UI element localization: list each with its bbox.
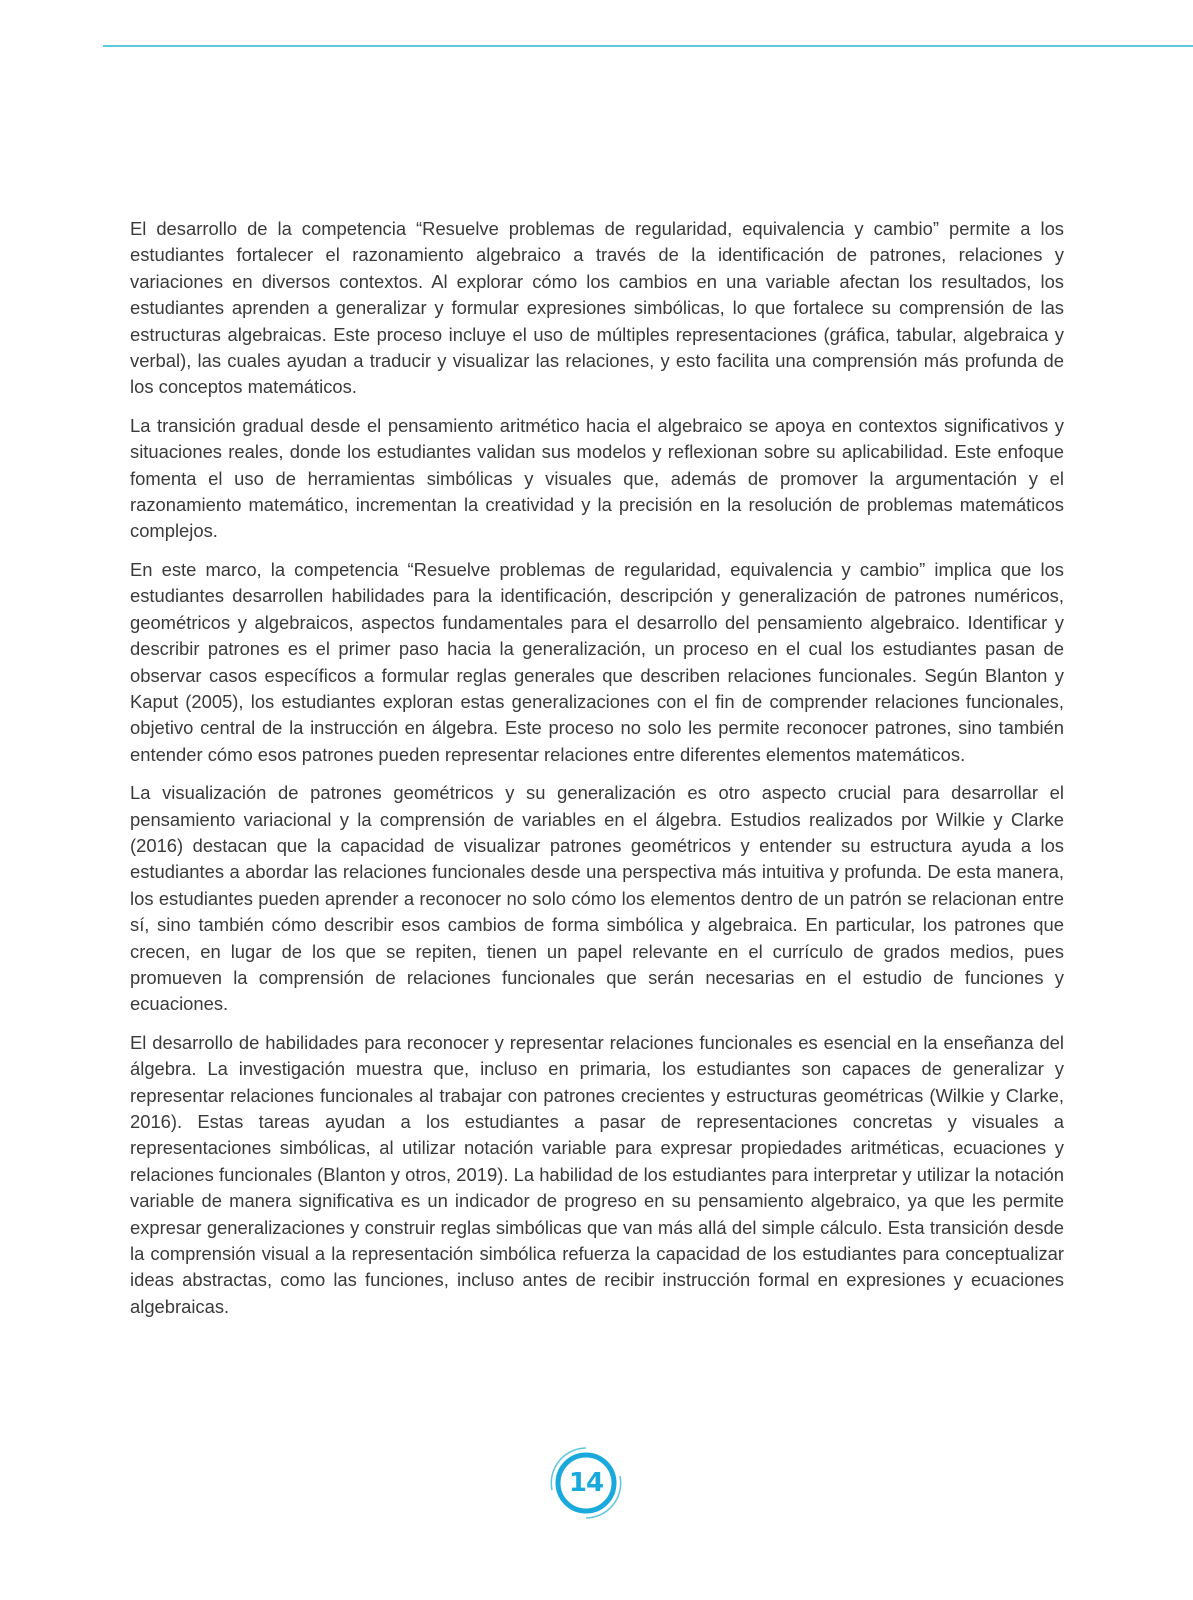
body-text [130,216,1064,1332]
header-rule [103,45,1193,47]
paragraph-4: La visualización de patrones geométricos y su generalización es otro aspecto crucial para desarrollar el pensamiento variacional y la comprensión de variables en el álgebra. Estudios realizados por Wilkie y Clarke (2016) destacan que la capacidad de visualizar patrones geométricos y entender su estructura ayuda a los estudiantes a abordar las relaciones funcionales desde una perspectiva más intuitiva y profunda. De esta manera, los estudiantes pueden aprender a reconocer no solo cómo los elementos dentro de un patrón se relacionan entre sí, sino también cómo describir esos cambios de forma simbólica y algebraica. En particular, los patrones que crecen, en lugar de los que se repiten, tienen un papel relevante en el currículo de grados medios, pues promueven la comprensión de relaciones funcionales que serán necesarias en el estudio de funciones y ecuaciones. [130,782,1064,1015]
paragraph-3: En este marco, la competencia “Resuelve problemas de regularidad, equivalencia y cambio” implica que los estudiantes desarrollen habilidades para la identificación, descripción y generalización de patrones numéricos, geométricos y algebraicos, aspectos fundamentales para el desarrollo del pensamiento algebraico. Identificar y describir patrones es el primer paso hacia la generalización, un proceso en el cual los estudiantes pasan de observar casos específicos a formular reglas generales que describen relaciones funcionales. Según Blanton y Kaput (2005), los estudiantes exploran estas generalizaciones con el fin de comprender relaciones funcionales, objetivo central de la instrucción en álgebra. Este proceso no solo les permite reconocer patrones, sino también entender cómo esos patrones pueden representar relaciones entre diferentes elementos matemáticos. [130,558,1064,765]
paragraph-1: El desarrollo de la competencia “Resuelve problemas de regularidad, equivalencia y cambio” permite a los estudiantes fortalecer el razonamiento algebraico a través de la identificación de patrones, relaciones y variaciones en diversos contextos. Al explorar cómo los cambios en una variable afectan los resultados, los estudiantes aprenden a generalizar y formular expresiones simbólicas, lo que fortalece su comprensión de las estructuras algebraicas. Este proceso incluye el uso de múltiples representaciones (gráfica, tabular, algebraica y verbal), las cuales ayudan a traducir y visualizar las relaciones, y esto facilita una comprensión más profunda de los conceptos matemáticos. [130,218,1064,398]
page-number: 14 [568,1468,604,1498]
paragraph-2: La transición gradual desde el pensamiento aritmético hacia el algebraico se apoya en contextos significativos y situaciones reales, donde los estudiantes validan sus modelos y reflexionan sobre su aplicabilidad. Este enfoque fomenta el uso de herramientas simbólicas y visuales que, además de promover la argumentación y el razonamiento matemático, incrementan la creatividad y la precisión en la resolución de problemas matemáticos complejos. [130,414,1064,542]
page-number-badge [542,1442,630,1524]
paragraph-5: El desarrollo de habilidades para reconocer y representar relaciones funcionales es esencial en la enseñanza del álgebra. La investigación muestra que, incluso en primaria, los estudiantes son capaces de generalizar y representar relaciones funcionales al trabajar con patrones crecientes y estructuras geométricas (Wilkie y Clarke, 2016). Estas tareas ayudan a los estudiantes a pasar de representaciones concretas y visuales a representaciones simbólicas, al utilizar notación variable para expresar propiedades aritméticas, ecuaciones y relaciones funcionales (Blanton y otros, 2019). La habilidad de los estudiantes para interpretar y utilizar la notación variable de manera significativa es un indicador de progreso en su pensamiento algebraico, ya que les permite expresar generalizaciones y construir reglas simbólicas que van más allá del simple cálculo. Esta transición desde la comprensión visual a la representación simbólica refuerza la capacidad de los estudiantes para conceptualizar ideas abstractas, como las funciones, incluso antes de recibir instrucción formal en expresiones y ecuaciones algebraicas. [130,1031,1064,1317]
